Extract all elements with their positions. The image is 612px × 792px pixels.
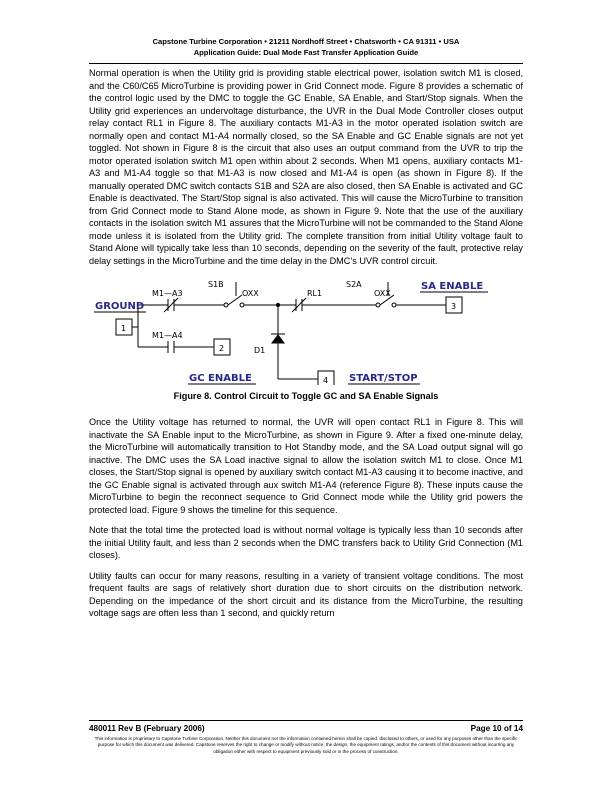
paragraph-return-to-normal: Once the Utility voltage has returned to normal, the UVR will open contact RL1 in Figure 8. This will inactivate the SA Enable input to the MicroTurbine, as shown in Figure 9. After a fixed one-minute delay, the MicroTurbine will automatically transition to Hot Standby mode, and the SA Load output signal will go inactive. The DMC uses the SA Load inactive signal to allow the isolation switch M1 to close. Once M1 closes, the Start/Stop signal is opened by auxiliary switch contact M1-A3 causing it to become inactive, and the GC Enable signal is activated through aux switch M1-A4 (reference Figure 8). These inputs cause the MicroTurbine to begin the reconnect sequence to Grid Connect mode while the Utility grid powers the protected load. Figure 9 shows the timeline for this sequence.	[89, 417, 523, 515]
sa-enable-label: SA ENABLE	[421, 281, 484, 292]
page-body	[89, 67, 523, 620]
company-address: Capstone Turbine Corporation • 21211 Nordhoff Street • Chatsworth • CA 91311 • USA	[152, 37, 460, 46]
paragraph-normal-operation: Normal operation is when the Utility grid is providing stable electrical power, isolation switch M1 is closed, and the C60/C65 MicroTurbine is providing power in Grid Connect mode. Figure 8 provides a schematic of the control logic used by the DMC to toggle the GC Enable, SA Enable, and Start/Stop signals. When the Utility grid experiences an undervoltage disturbance, the UVR in the Dual Mode Controller closes output relay contact RL1 in Figure 8. The auxiliary contacts M1-A3 in the motor operated isolation switch are normally open and contact M1-A4 normally closed, so the SA Enable and GC Enable signals are not yet toggled. Not shown in Figure 8 is the circuit that also uses an output command from the UVR to trip the motor operated isolation switch M1 open within about 2 seconds. When M1 opens, auxiliary contacts M1-A3 and M1-A4 toggle so that M1-A3 is now closed and M1-A4 is open (as shown in Figure 8). If the manually operated DMC switch contacts S1B and S2A are also closed, then SA Enable is activated and GC Enable is deactivated. The Start/Stop signal is also activated. This will cause the MicroTurbine to transition from Grid Connect mode to Stand Alone mode, as shown in Figure 9. Note that the use of the auxiliary contacts in the isolation switch M1 assures that the MicroTurbine will not be commanded to the Stand Alone mode unless it is isolated from the Utility grid. The complete transition from initial Utility voltage fault to Stand Alone will typically take less than 10 seconds, depending on the severity of the fault, protective relay delay settings in the MicroTurbine and the time delay in the DMC’s UVR control circuit.	[89, 68, 523, 266]
figure-caption: Figure 8. Control Circuit to Toggle GC and SA Enable Signals	[173, 391, 439, 401]
document-title: Application Guide: Dual Mode Fast Transfer Application Guide	[193, 48, 419, 57]
oxx-label-2: OXX	[374, 289, 391, 298]
oxx-label-1: OXX	[242, 289, 259, 298]
page-number: Page 10 of 14	[470, 724, 523, 733]
m1-a4-label: M1—A4	[152, 331, 183, 340]
header-rule	[89, 63, 523, 64]
proprietary-notice: This information is proprietary to Capstone Turbine Corporation. Neither this document nor the information contained herein shall be copied, disclosed to others, or used for any purposes other than the specific purpose for which this document was delivered. Capstone reserves the right to change or modify without notice, the design, the equipment ratings, and/or the contents of this document without incurring any obligation either with respect to equipment previously sold or in the process of construction.	[94, 736, 518, 754]
control-circuit-diagram	[91, 275, 491, 385]
rl1-label: RL1	[307, 289, 323, 298]
d1-label: D1	[254, 346, 266, 355]
m1-a3-label: M1—A3	[152, 289, 183, 298]
terminal-4-number: 4	[323, 376, 329, 385]
page-header	[0, 36, 612, 58]
paragraph-utility-faults: Utility faults can occur for many reasons, resulting in a variety of transient voltage conditions. The most frequent faults are sags of relatively short duration due to short circuits on the distribution network. Depending on the impedance of the short circuit and its distance from the MicroTurbine, the resulting voltage sags are often less than 1 second, and quickly return	[89, 570, 523, 618]
terminal-2-number: 2	[219, 344, 225, 353]
footer-rule	[89, 720, 523, 721]
page-footer	[89, 724, 523, 755]
terminal-3-number: 3	[451, 302, 457, 311]
terminal-1-number: 1	[121, 324, 127, 333]
s1b-label: S1B	[208, 280, 224, 289]
ground-label: GROUND	[95, 301, 145, 312]
s2a-label: S2A	[346, 280, 362, 289]
document-revision: 480011 Rev B (February 2006)	[89, 724, 205, 733]
paragraph-total-time: Note that the total time the protected load is without normal voltage is typically less than 10 seconds after the initial Utility fault, and less than 2 seconds when the DMC transfers back to Utility Grid Connection (M1 closes).	[89, 525, 523, 560]
gc-enable-label: GC ENABLE	[189, 373, 252, 384]
start-stop-label: START/STOP	[349, 373, 418, 384]
